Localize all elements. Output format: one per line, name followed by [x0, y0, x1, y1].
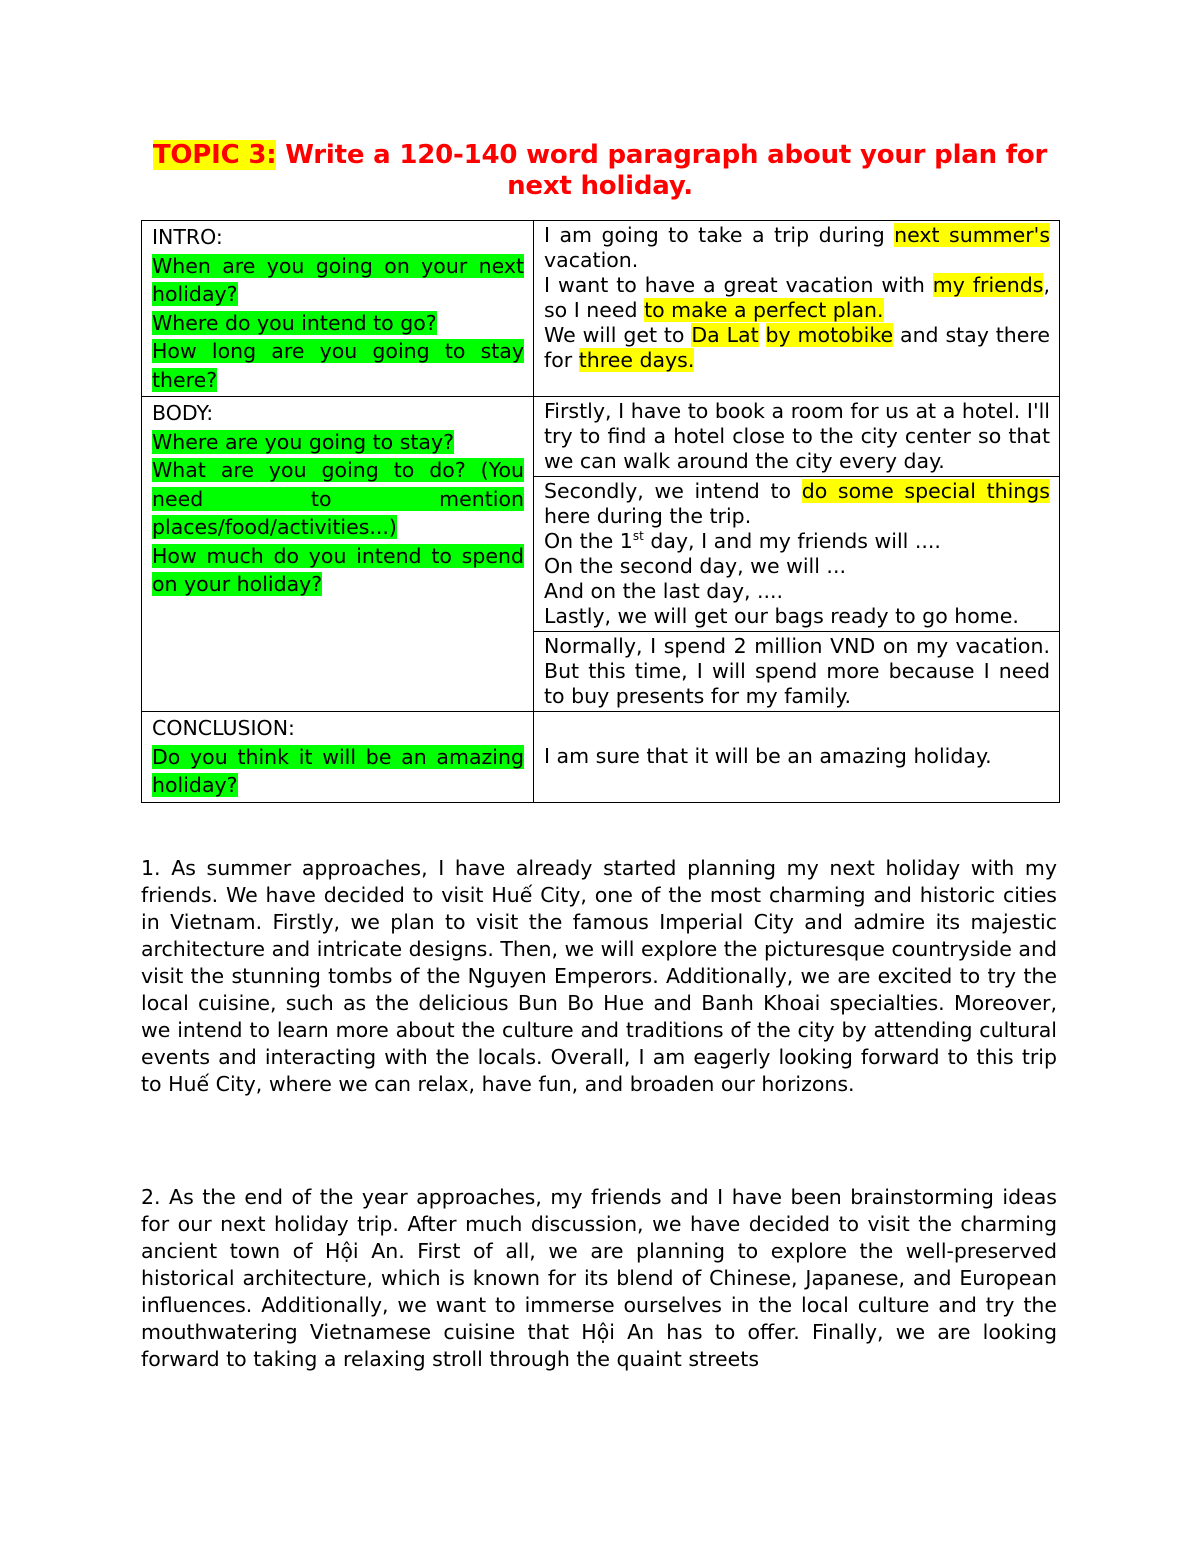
intro-question: How long are you going to stay there? — [152, 339, 524, 392]
body-answer-1: Firstly, I have to book a room for us at a hotel. I'll try to find a hotel close to the city center so that we can walk around the city every day. — [544, 399, 1050, 473]
intro-answer-cell — [534, 221, 1060, 397]
page-title — [140, 140, 1060, 202]
conclusion-question: Do you think it will be an amazing holiday? — [152, 744, 524, 797]
body-answer-2-cell — [534, 477, 1060, 632]
body-answer-line: Lastly, we will get our bags ready to go home. — [544, 604, 1019, 628]
body-answer-line: On the 1st day, I and my friends will .... — [544, 529, 941, 553]
topic-text: Write a 120-140 word paragraph about your plan for next holiday. — [276, 140, 1048, 201]
body-answer-3-cell — [534, 632, 1060, 712]
body-answer-line: On the second day, we will ... — [544, 554, 846, 578]
intro-question: When are you going on your next holiday? — [152, 253, 524, 306]
conclusion-answer: I am sure that it will be an amazing holiday. — [544, 744, 992, 769]
intro-row — [142, 221, 1060, 397]
conclusion-heading: CONCLUSION: — [152, 716, 295, 740]
outline-table — [141, 220, 1060, 803]
body-question: Where are you going to stay? — [152, 429, 454, 454]
intro-answer-line: I am going to take a trip during next summer's vacation. — [544, 223, 1050, 272]
body-answer-line: And on the last day, .... — [544, 579, 784, 603]
body-heading: BODY: — [152, 401, 214, 425]
body-question: What are you going to do? (You need to mention places/food/activities...) — [152, 458, 524, 539]
body-answer-1-cell — [534, 397, 1060, 477]
intro-answer-line: We will get to Da Lat by motobike and stay there for three days. — [544, 323, 1050, 372]
intro-heading: INTRO: — [152, 225, 223, 249]
conclusion-answer-cell — [534, 712, 1060, 803]
intro-answer-line: I want to have a great vacation with my friends, so I need to make a perfect plan. — [544, 273, 1050, 322]
essay-paragraph-2: 2. As the end of the year approaches, my friends and I have been brainstorming ideas for our next holiday trip. After much discussion, we have decided to visit the charming ancient town of Hội An. First of all, we are planning to explore the well-preserved historical architecture, which is known for its blend of Chinese, Japanese, and European influences. Additionally, we want to immerse ourselves in the local culture and try the mouthwatering Vietnamese cuisine that Hội An has to offer. Finally, we are looking forward to taking a relaxing stroll through the quaint streets — [141, 1185, 1057, 1371]
body-answer-3: Normally, I spend 2 million VND on my vacation. But this time, I will spend more because I need to buy presents for my family. — [544, 634, 1050, 708]
body-row — [142, 397, 1060, 477]
intro-left-cell — [142, 221, 534, 397]
topic-label: TOPIC 3: — [152, 140, 277, 170]
body-left-cell — [142, 397, 534, 712]
essay-paragraph-1: 1. As summer approaches, I have already started planning my next holiday with my friends. We have decided to visit Huế City, one of the most charming and historic cities in Vietnam. Firstly, we plan to visit the famous Imperial City and admire its majestic architecture and intricate designs. Then, we will explore the picturesque countryside and visit the stunning tombs of the Nguyen Emperors. Additionally, we are excited to try the local cuisine, such as the delicious Bun Bo Hue and Banh Khoai specialties. Moreover, we intend to learn more about the culture and traditions of the city by attending cultural events and interacting with the locals. Overall, I am eagerly looking forward to this trip to Huế City, where we can relax, have fun, and broaden our horizons. — [141, 856, 1057, 1096]
conclusion-row — [142, 712, 1060, 803]
body-question: How much do you intend to spend on your holiday? — [152, 543, 524, 596]
body-answer-line: Secondly, we intend to do some special things here during the trip. — [544, 479, 1050, 528]
conclusion-left-cell — [142, 712, 534, 803]
intro-question: Where do you intend to go? — [152, 310, 437, 335]
